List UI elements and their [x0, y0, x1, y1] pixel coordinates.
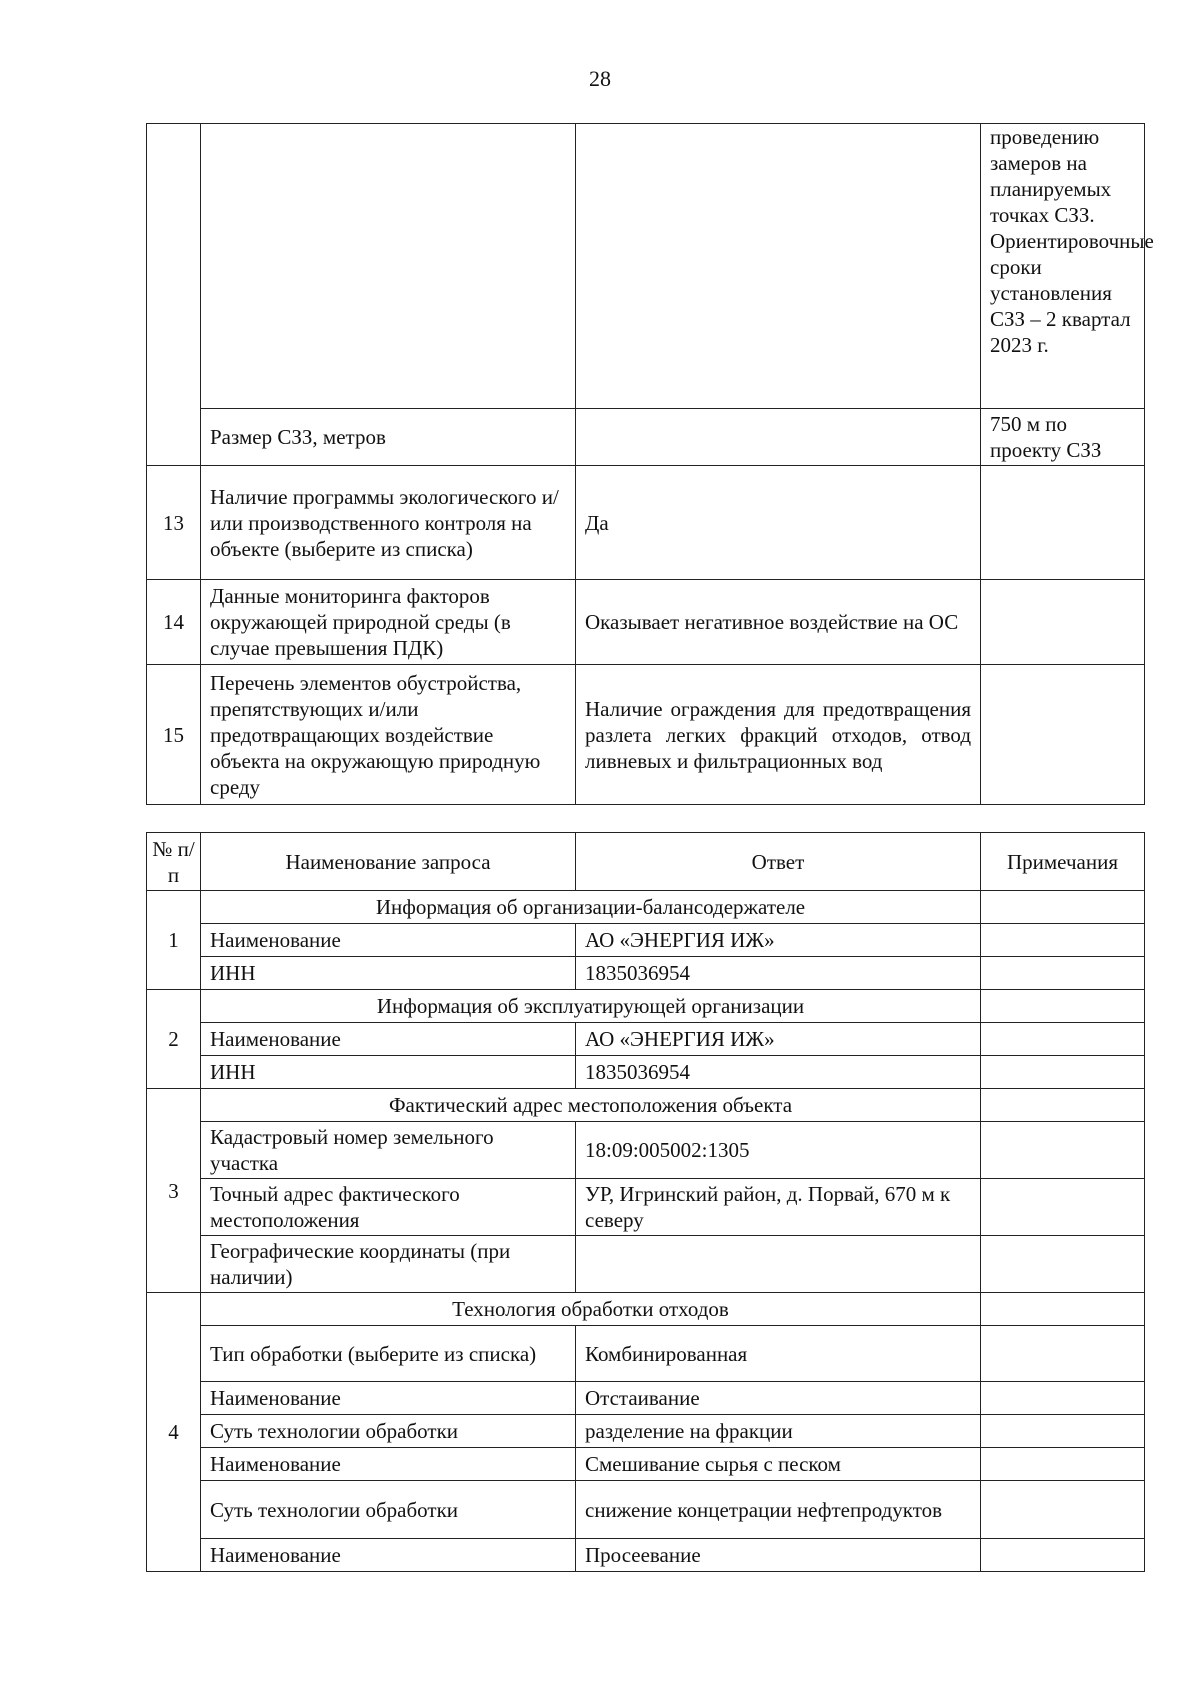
header-answer: Ответ: [576, 833, 981, 891]
note-cell: [981, 957, 1145, 990]
note-cell: [981, 891, 1145, 924]
answer-cell: [576, 1236, 981, 1293]
request-cell: Перечень элементов обустройства, препятствующих и/или предотвращающих воздействие объекта на окружающую природную среду: [201, 665, 576, 805]
request-cell: Наименование: [201, 1539, 576, 1572]
row-number: 15: [147, 665, 201, 805]
table-row: [147, 1539, 1145, 1572]
request-cell: Наименование: [201, 924, 576, 957]
answer-cell: 1835036954: [576, 957, 981, 990]
section-title-row: [147, 891, 1145, 924]
row-number: 3: [147, 1089, 201, 1293]
note-cell: [981, 1326, 1145, 1382]
note-cell: [981, 1056, 1145, 1089]
request-cell: [201, 124, 576, 409]
note-cell: [981, 1448, 1145, 1481]
answer-cell: АО «ЭНЕРГИЯ ИЖ»: [576, 924, 981, 957]
request-cell: Точный адрес фактического местоположения: [201, 1179, 576, 1236]
answer-cell: Комбинированная: [576, 1326, 981, 1382]
answer-cell: АО «ЭНЕРГИЯ ИЖ»: [576, 1023, 981, 1056]
note-cell: [981, 924, 1145, 957]
note-cell: [981, 1122, 1145, 1179]
answer-cell: [576, 409, 981, 466]
answer-cell: Да: [576, 466, 981, 580]
request-cell: Суть технологии обработки: [201, 1415, 576, 1448]
section-title: Фактический адрес местоположения объекта: [201, 1089, 981, 1122]
table-row: [147, 580, 1145, 665]
request-cell: Кадастровый номер земельного участка: [201, 1122, 576, 1179]
note-cell: [981, 1023, 1145, 1056]
section-title-row: [147, 1293, 1145, 1326]
table-row: [147, 466, 1145, 580]
request-cell: Тип обработки (выберите из списка): [201, 1326, 576, 1382]
answer-cell: разделение на фракции: [576, 1415, 981, 1448]
note-cell: [981, 466, 1145, 580]
row-number: 13: [147, 466, 201, 580]
table-continued: [146, 123, 1154, 805]
note-cell: [981, 1236, 1145, 1293]
note-cell: [981, 1382, 1145, 1415]
answer-cell: Смешивание сырья с песком: [576, 1448, 981, 1481]
request-cell: Размер СЗЗ, метров: [201, 409, 576, 466]
table-row: [147, 1179, 1145, 1236]
note-cell: [981, 1293, 1145, 1326]
answer-cell: Просеевание: [576, 1539, 981, 1572]
section-title-row: [147, 990, 1145, 1023]
table-row: [147, 665, 1145, 805]
request-cell: Суть технологии обработки: [201, 1481, 576, 1539]
table-row: [147, 1326, 1145, 1382]
table-row: [147, 1236, 1145, 1293]
note-cell: [981, 665, 1145, 805]
table-row: [147, 1415, 1145, 1448]
note-cell: [981, 1089, 1145, 1122]
answer-cell: Наличие ограждения для предотвращения разлета легких фракций отходов, отвод ливневых и фильтрационных вод: [576, 665, 981, 805]
row-number: 2: [147, 990, 201, 1089]
row-number-cell: [147, 124, 201, 466]
note-cell: [981, 580, 1145, 665]
answer-cell: УР, Игринский район, д. Порвай, 670 м к северу: [576, 1179, 981, 1236]
table-row: [147, 1056, 1145, 1089]
header-notes: Примечания: [981, 833, 1145, 891]
answer-cell: Оказывает негативное воздействие на ОС: [576, 580, 981, 665]
request-cell: Географические координаты (при наличии): [201, 1236, 576, 1293]
answer-cell: 18:09:005002:1305: [576, 1122, 981, 1179]
table-row: [147, 1382, 1145, 1415]
request-cell: Наименование: [201, 1382, 576, 1415]
table-row: [147, 1448, 1145, 1481]
table-main: [146, 832, 1145, 1572]
header-request: Наименование запроса: [201, 833, 576, 891]
note-cell: [981, 1481, 1145, 1539]
note-cell: 750 м по проекту СЗЗ: [981, 409, 1145, 466]
note-cell: [981, 1179, 1145, 1236]
page-number: 28: [589, 66, 611, 91]
request-cell: Наличие программы экологического и/или производственного контроля на объекте (выберите из списка): [201, 466, 576, 580]
table-row: [147, 124, 1145, 409]
request-cell: Наименование: [201, 1023, 576, 1056]
request-cell: Данные мониторинга факторов окружающей природной среды (в случае превышения ПДК): [201, 580, 576, 665]
section-title-row: [147, 1089, 1145, 1122]
section-title: Технология обработки отходов: [201, 1293, 981, 1326]
table-row: [147, 957, 1145, 990]
table-row: [147, 1481, 1145, 1539]
row-number: 1: [147, 891, 201, 990]
table-row: [147, 409, 1145, 466]
header-number: № п/п: [147, 833, 201, 891]
note-cell: [981, 1415, 1145, 1448]
row-number: 14: [147, 580, 201, 665]
note-cell: проведению замеров на планируемых точках СЗЗ. Ориентировочные сроки установления СЗЗ – 2 квартал 2023 г.: [981, 124, 1145, 409]
request-cell: Наименование: [201, 1448, 576, 1481]
note-cell: [981, 1539, 1145, 1572]
note-cell: [981, 990, 1145, 1023]
section-title: Информация об организации-балансодержателе: [201, 891, 981, 924]
request-cell: ИНН: [201, 1056, 576, 1089]
answer-cell: снижение концетрации нефтепродуктов: [576, 1481, 981, 1539]
table-row: [147, 924, 1145, 957]
answer-cell: 1835036954: [576, 1056, 981, 1089]
row-number: 4: [147, 1293, 201, 1572]
table-row: [147, 1023, 1145, 1056]
table-header-row: [147, 833, 1145, 891]
section-title: Информация об эксплуатирующей организации: [201, 990, 981, 1023]
request-cell: ИНН: [201, 957, 576, 990]
answer-cell: Отстаивание: [576, 1382, 981, 1415]
answer-cell: [576, 124, 981, 409]
table-row: [147, 1122, 1145, 1179]
